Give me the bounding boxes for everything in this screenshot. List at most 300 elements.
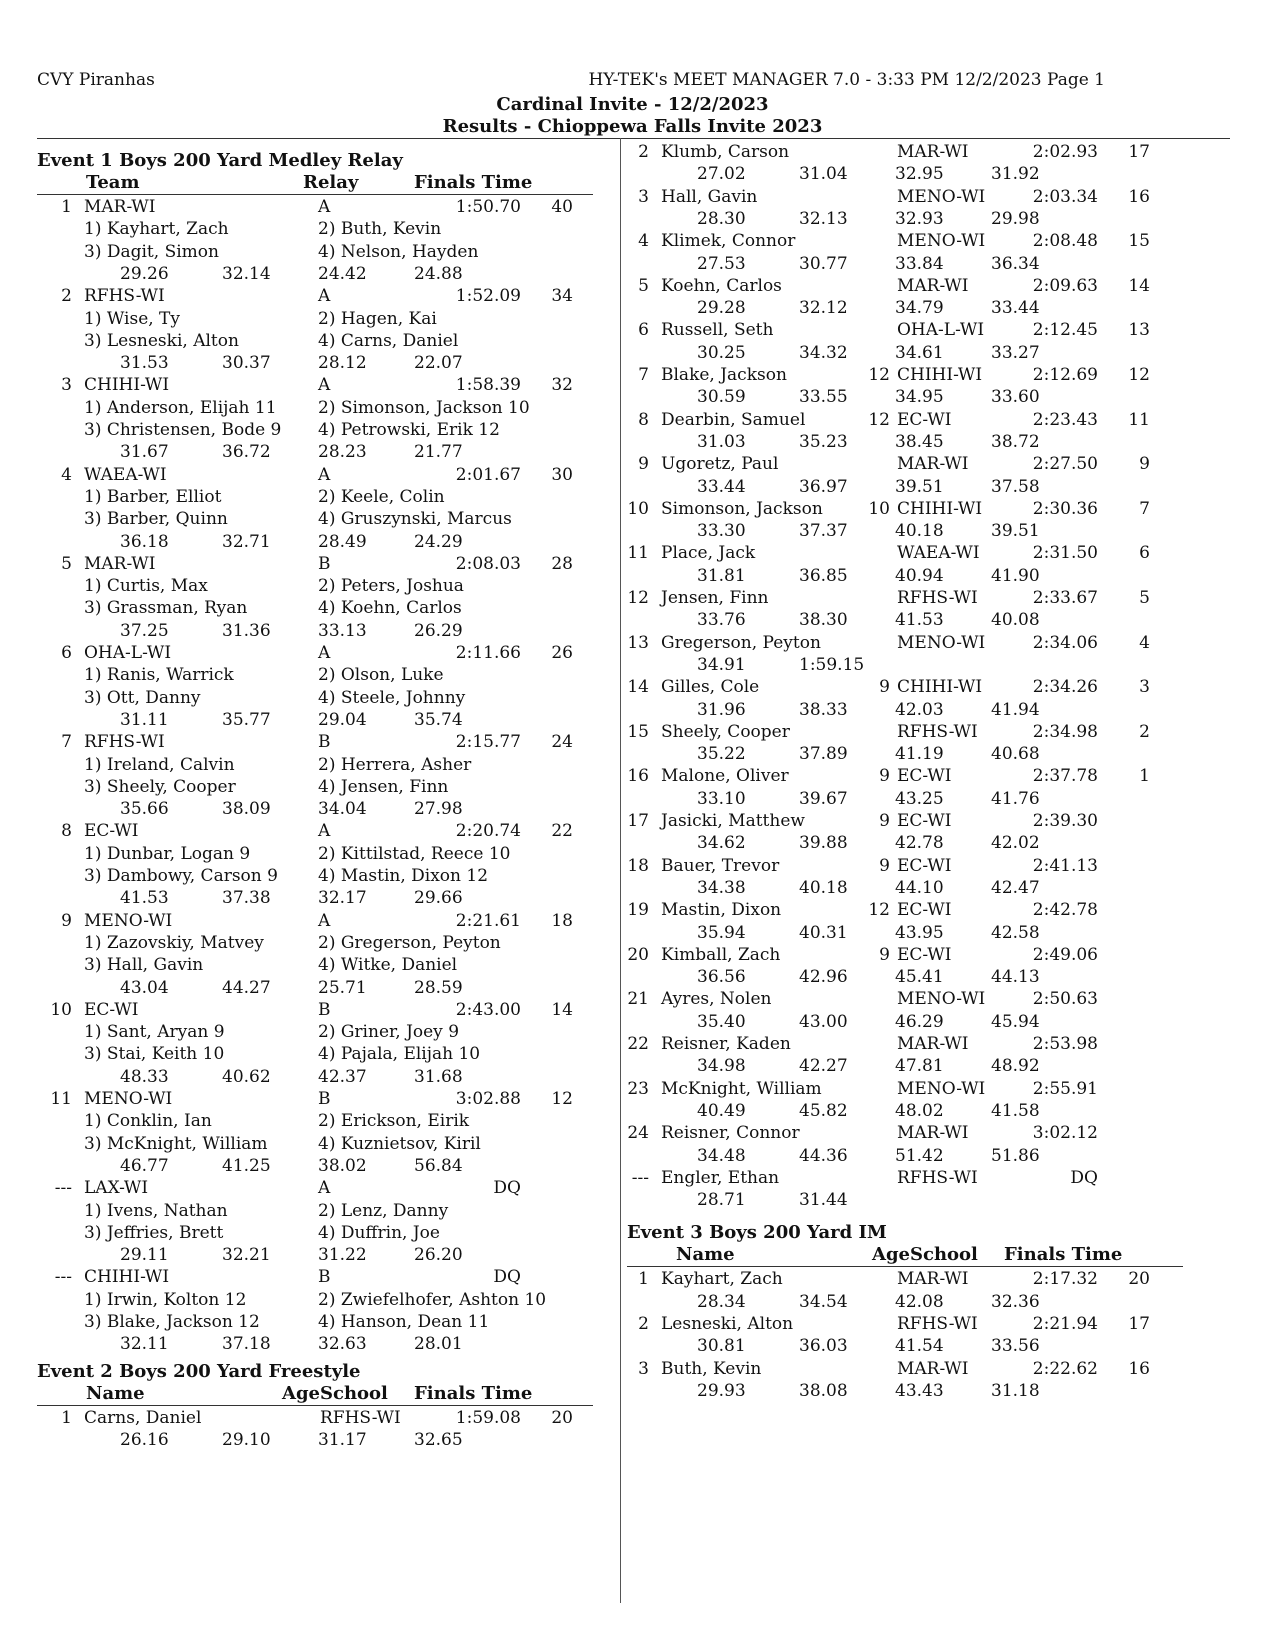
place: 5 <box>61 553 72 574</box>
split-time: 34.62 <box>697 833 746 854</box>
split-time: 37.37 <box>799 521 848 542</box>
swimmer-age: 12 <box>868 365 890 385</box>
split-time: 36.18 <box>120 531 169 552</box>
split-time: 31.11 <box>120 709 169 730</box>
place: 9 <box>638 454 649 475</box>
place: 1 <box>61 1407 72 1428</box>
place: 14 <box>627 677 649 698</box>
finals-time: 2:09.63 <box>1032 275 1098 296</box>
team-name: CHIHI-WI <box>84 1267 170 1288</box>
split-time: 33.10 <box>697 788 746 809</box>
split-time: 34.48 <box>697 1145 746 1166</box>
relay-swimmer: 4) Pajala, Elijah 10 <box>318 1044 481 1065</box>
points: 7 <box>1139 498 1150 519</box>
event-title: Event 3 Boys 200 Yard IM <box>627 1222 887 1244</box>
relay-swimmer: 2) Buth, Kevin <box>318 219 442 240</box>
relay-swimmer: 1) Dunbar, Logan 9 <box>84 843 251 864</box>
relay-swimmer: 2) Gregerson, Peyton <box>318 932 501 953</box>
swimmer-name: Gregerson, Peyton <box>661 632 821 653</box>
split-time: 29.10 <box>222 1429 271 1450</box>
finals-time: 2:15.77 <box>455 732 521 753</box>
place: 4 <box>61 464 72 485</box>
relay-swimmer: 2) Kittilstad, Reece 10 <box>318 843 511 864</box>
split-time: 34.91 <box>697 654 746 675</box>
finals-time: 2:50.63 <box>1032 989 1098 1010</box>
split-time: 28.71 <box>697 1190 746 1211</box>
split-time: 39.67 <box>799 788 848 809</box>
column-header-name: Name <box>676 1244 735 1266</box>
page-title: Cardinal Invite - 12/2/2023 <box>496 94 769 115</box>
school: MENO-WI <box>897 632 986 653</box>
relay-swimmer: 3) Ott, Danny <box>84 687 201 708</box>
swimmer-name: Simonson, Jackson <box>661 498 823 519</box>
school: MAR-WI <box>897 454 969 475</box>
team-name: WAEA-WI <box>84 464 167 485</box>
split-time: 28.34 <box>697 1291 746 1312</box>
school: MENO-WI <box>897 989 986 1010</box>
points: 6 <box>1139 543 1150 564</box>
relay-letter: B <box>318 1089 331 1109</box>
split-time: 31.36 <box>222 620 271 641</box>
split-time: 31.18 <box>991 1380 1040 1401</box>
split-time: 42.96 <box>799 967 848 988</box>
school: MAR-WI <box>897 1269 969 1290</box>
swimmer-name: Reisner, Connor <box>661 1123 800 1144</box>
split-time: 41.25 <box>222 1155 271 1176</box>
split-time: 45.82 <box>799 1100 848 1121</box>
swimmer-age: 9 <box>879 811 890 831</box>
relay-swimmer: 2) Griner, Joey 9 <box>318 1022 460 1043</box>
split-time: 30.81 <box>697 1336 746 1357</box>
finals-time: DQ <box>1070 1167 1098 1188</box>
points: 17 <box>1128 1314 1150 1334</box>
place: 17 <box>627 811 649 831</box>
split-time: 40.68 <box>991 744 1040 765</box>
finals-time: 2:08.03 <box>455 553 521 574</box>
finals-time: 1:58.39 <box>455 375 521 396</box>
split-time: 31.03 <box>697 431 746 452</box>
split-time: 32.14 <box>222 263 271 284</box>
split-time: 26.20 <box>414 1245 463 1266</box>
finals-time: 2:34.98 <box>1032 721 1098 742</box>
relay-letter: A <box>318 643 331 663</box>
relay-swimmer: 1) Ireland, Calvin <box>84 754 235 775</box>
split-time: 43.25 <box>895 788 944 809</box>
relay-letter: A <box>318 910 331 931</box>
relay-swimmer: 2) Peters, Joshua <box>318 576 464 597</box>
split-time: 40.18 <box>895 521 944 542</box>
finals-time: 2:03.34 <box>1032 186 1098 207</box>
place: --- <box>54 1267 72 1288</box>
relay-swimmer: 2) Herrera, Asher <box>318 754 472 775</box>
points: 32 <box>551 375 573 396</box>
relay-swimmer: 2) Zwiefelhofer, Ashton 10 <box>318 1289 547 1310</box>
split-time: 41.58 <box>991 1100 1040 1121</box>
points: 17 <box>1128 142 1150 162</box>
relay-letter: A <box>318 375 331 396</box>
relay-swimmer: 3) Lesneski, Alton <box>84 330 239 351</box>
place: --- <box>631 1167 649 1188</box>
points: 14 <box>1128 275 1150 296</box>
points: 40 <box>551 197 573 217</box>
split-time: 37.38 <box>222 888 271 909</box>
split-time: 42.02 <box>991 833 1040 854</box>
school: CHIHI-WI <box>897 498 983 519</box>
points: 3 <box>1139 677 1150 698</box>
swimmer-name: Bauer, Trevor <box>661 855 780 876</box>
split-time: 48.92 <box>991 1056 1040 1077</box>
team-name: EC-WI <box>84 821 139 842</box>
relay-swimmer: 2) Lenz, Danny <box>318 1200 449 1221</box>
split-time: 40.49 <box>697 1100 746 1121</box>
split-time: 28.23 <box>318 442 367 463</box>
relay-letter: B <box>318 732 331 753</box>
points: 24 <box>551 732 573 753</box>
split-time: 35.40 <box>697 1011 746 1032</box>
split-time: 32.93 <box>895 208 944 229</box>
place: 22 <box>627 1034 649 1054</box>
split-time: 31.22 <box>318 1245 367 1266</box>
split-time: 31.67 <box>120 442 169 463</box>
split-time: 34.95 <box>895 387 944 408</box>
relay-swimmer: 3) Stai, Keith 10 <box>84 1044 225 1065</box>
school: RFHS-WI <box>897 1167 978 1188</box>
split-time: 27.98 <box>414 799 463 820</box>
relay-swimmer: 1) Anderson, Elijah 11 <box>84 397 277 418</box>
school: RFHS-WI <box>897 1314 978 1334</box>
school: MAR-WI <box>897 142 969 162</box>
place: 8 <box>61 821 72 842</box>
place: 16 <box>627 766 649 787</box>
swimmer-name: Lesneski, Alton <box>661 1314 794 1334</box>
school: MENO-WI <box>897 186 986 207</box>
split-time: 33.44 <box>697 476 746 497</box>
points: 20 <box>1128 1269 1150 1290</box>
split-time: 28.30 <box>697 208 746 229</box>
place: 4 <box>638 231 649 252</box>
finals-time: 2:23.43 <box>1032 409 1098 430</box>
swimmer-age: 9 <box>879 677 890 698</box>
finals-time: 2:22.62 <box>1032 1358 1098 1379</box>
place: 1 <box>61 197 72 217</box>
split-time: 24.42 <box>318 263 367 284</box>
split-time: 32.21 <box>222 1245 271 1266</box>
points: 13 <box>1128 320 1150 341</box>
place: 24 <box>627 1123 649 1144</box>
school: EC-WI <box>897 900 952 921</box>
split-time: 43.04 <box>120 977 169 998</box>
relay-swimmer: 3) Christensen, Bode 9 <box>84 420 282 440</box>
points: 28 <box>551 553 573 574</box>
points: 34 <box>551 286 573 307</box>
place: 11 <box>627 543 649 564</box>
split-time: 45.94 <box>991 1011 1040 1032</box>
split-time: 41.94 <box>991 699 1040 720</box>
column-header-relay: Relay <box>303 172 359 193</box>
relay-swimmer: 2) Erickson, Eirik <box>318 1111 470 1132</box>
relay-swimmer: 3) Dagit, Simon <box>84 241 219 262</box>
finals-time: 2:21.94 <box>1032 1314 1098 1334</box>
school: MENO-WI <box>897 231 986 252</box>
split-time: 31.68 <box>414 1066 463 1087</box>
column-header-ageschool: AgeSchool <box>282 1382 388 1404</box>
relay-swimmer: 4) Gruszynski, Marcus <box>318 509 512 530</box>
split-time: 31.53 <box>120 353 169 374</box>
split-time: 43.00 <box>799 1011 848 1032</box>
split-time: 35.77 <box>222 709 271 730</box>
split-time: 46.29 <box>895 1011 944 1032</box>
split-time: 33.13 <box>318 620 367 641</box>
place: 12 <box>627 588 649 608</box>
relay-swimmer: 4) Hanson, Dean 11 <box>318 1312 490 1332</box>
split-time: 44.36 <box>799 1145 848 1166</box>
relay-swimmer: 4) Duffrin, Joe <box>318 1222 440 1243</box>
relay-letter: B <box>318 553 331 574</box>
place: 15 <box>627 721 649 742</box>
page-header-left: CVY Piranhas <box>37 70 155 90</box>
split-time: 41.53 <box>895 610 944 631</box>
split-time: 34.61 <box>895 342 944 363</box>
split-time: 34.98 <box>697 1056 746 1077</box>
finals-time: 2:34.26 <box>1032 677 1098 698</box>
split-time: 34.79 <box>895 298 944 319</box>
place: 7 <box>638 365 649 385</box>
split-time: 36.56 <box>697 967 746 988</box>
school: RFHS-WI <box>897 721 978 742</box>
team-name: MAR-WI <box>84 553 156 574</box>
relay-swimmer: 1) Zazovskiy, Matvey <box>84 932 264 953</box>
split-time: 36.34 <box>991 253 1040 274</box>
split-time: 32.13 <box>799 208 848 229</box>
finals-time: 2:49.06 <box>1032 944 1098 965</box>
points: 26 <box>551 643 573 663</box>
split-time: 31.92 <box>991 164 1040 185</box>
split-time: 42.47 <box>991 877 1040 898</box>
points: 30 <box>551 464 573 485</box>
split-time: 37.18 <box>222 1334 271 1355</box>
split-time: 56.84 <box>414 1155 463 1176</box>
place: 2 <box>61 286 72 307</box>
split-time: 38.09 <box>222 799 271 820</box>
relay-swimmer: 3) Barber, Quinn <box>84 509 228 530</box>
split-time: 37.89 <box>799 744 848 765</box>
split-time: 42.27 <box>799 1056 848 1077</box>
relay-swimmer: 2) Hagen, Kai <box>318 308 437 329</box>
swimmer-age: 9 <box>879 855 890 876</box>
relay-swimmer: 1) Barber, Elliot <box>84 486 222 507</box>
relay-swimmer: 3) Hall, Gavin <box>84 955 204 976</box>
school: RFHS-WI <box>897 588 978 608</box>
relay-swimmer: 4) Koehn, Carlos <box>318 598 462 619</box>
team-name: MENO-WI <box>84 1089 173 1109</box>
event-title: Event 2 Boys 200 Yard Freestyle <box>37 1360 361 1382</box>
relay-swimmer: 1) Sant, Aryan 9 <box>84 1022 225 1043</box>
split-time: 37.25 <box>120 620 169 641</box>
relay-swimmer: 1) Kayhart, Zach <box>84 219 229 240</box>
swimmer-name: Jasicki, Matthew <box>661 811 805 831</box>
relay-swimmer: 1) Irwin, Kolton 12 <box>84 1289 247 1310</box>
split-time: 38.02 <box>318 1155 367 1176</box>
place: 20 <box>627 944 649 965</box>
split-time: 42.78 <box>895 833 944 854</box>
split-time: 38.72 <box>991 431 1040 452</box>
column-header-finals-time: Finals Time <box>414 1382 533 1404</box>
relay-swimmer: 4) Jensen, Finn <box>318 776 449 797</box>
swimmer-age: 9 <box>879 766 890 787</box>
finals-time: 2:12.45 <box>1032 320 1098 341</box>
split-time: 31.81 <box>697 565 746 586</box>
finals-time: 1:59.08 <box>455 1407 521 1428</box>
points: 1 <box>1139 766 1150 787</box>
split-time: 40.94 <box>895 565 944 586</box>
finals-time: 2:30.36 <box>1032 498 1098 519</box>
split-time: 33.30 <box>697 521 746 542</box>
school: EC-WI <box>897 766 952 787</box>
split-time: 51.86 <box>991 1145 1040 1166</box>
finals-time: DQ <box>493 1267 521 1288</box>
split-time: 48.33 <box>120 1066 169 1087</box>
place: 13 <box>627 632 649 653</box>
split-time: 40.08 <box>991 610 1040 631</box>
split-time: 33.55 <box>799 387 848 408</box>
split-time: 41.54 <box>895 1336 944 1357</box>
team-name: LAX-WI <box>84 1178 149 1199</box>
split-time: 32.63 <box>318 1334 367 1355</box>
school: EC-WI <box>897 811 952 831</box>
split-time: 22.07 <box>414 353 463 374</box>
swimmer-name: Gilles, Cole <box>661 677 760 698</box>
school: WAEA-WI <box>897 543 980 564</box>
place: 3 <box>638 186 649 207</box>
split-time: 32.36 <box>991 1291 1040 1312</box>
page-subtitle: Results - Chioppewa Falls Invite 2023 <box>442 116 823 137</box>
split-time: 42.03 <box>895 699 944 720</box>
column-header-ageschool: AgeSchool <box>872 1244 978 1266</box>
split-time: 45.41 <box>895 967 944 988</box>
place: 7 <box>61 732 72 753</box>
split-time: 33.56 <box>991 1336 1040 1357</box>
split-time: 38.45 <box>895 431 944 452</box>
split-time: 47.81 <box>895 1056 944 1077</box>
relay-swimmer: 1) Ranis, Warrick <box>84 665 234 686</box>
team-name: MAR-WI <box>84 197 156 217</box>
split-time: 28.59 <box>414 977 463 998</box>
split-time: 30.37 <box>222 353 271 374</box>
split-time: 39.88 <box>799 833 848 854</box>
points: 5 <box>1139 588 1150 608</box>
place: 11 <box>50 1089 72 1109</box>
team-name: CHIHI-WI <box>84 375 170 396</box>
finals-time: 2:31.50 <box>1032 543 1098 564</box>
place: --- <box>54 1178 72 1199</box>
page-header-right: HY-TEK's MEET MANAGER 7.0 - 3:33 PM 12/2/2023 Page 1 <box>588 70 1105 90</box>
swimmer-name: Klumb, Carson <box>661 142 790 162</box>
split-time: 29.66 <box>414 888 463 909</box>
split-time: 34.04 <box>318 799 367 820</box>
relay-swimmer: 4) Mastin, Dixon 12 <box>318 866 489 886</box>
column-header-finals-time: Finals Time <box>1004 1244 1123 1266</box>
relay-swimmer: 1) Conklin, Ian <box>84 1111 212 1132</box>
team-name: EC-WI <box>84 999 139 1020</box>
points: 16 <box>1128 186 1150 207</box>
relay-swimmer: 2) Keele, Colin <box>318 486 445 507</box>
swimmer-name: Mastin, Dixon <box>661 900 782 921</box>
split-time: 24.29 <box>414 531 463 552</box>
split-time: 26.29 <box>414 620 463 641</box>
swimmer-name: Engler, Ethan <box>661 1167 780 1188</box>
split-time: 1:59.15 <box>799 654 865 675</box>
split-time: 35.23 <box>799 431 848 452</box>
place: 6 <box>61 643 72 663</box>
finals-time: 2:12.69 <box>1032 365 1098 385</box>
column-header-team: Team <box>86 172 140 193</box>
place: 8 <box>638 409 649 430</box>
place: 19 <box>627 900 649 921</box>
split-time: 30.25 <box>697 342 746 363</box>
finals-time: DQ <box>493 1178 521 1199</box>
finals-time: 1:52.09 <box>455 286 521 307</box>
split-time: 27.02 <box>697 164 746 185</box>
swimmer-name: Koehn, Carlos <box>661 275 782 296</box>
place: 18 <box>627 855 649 876</box>
split-time: 33.60 <box>991 387 1040 408</box>
split-time: 29.11 <box>120 1245 169 1266</box>
finals-time: 2:21.61 <box>455 910 521 931</box>
split-time: 31.04 <box>799 164 848 185</box>
finals-time: 2:42.78 <box>1032 900 1098 921</box>
split-time: 32.71 <box>222 531 271 552</box>
relay-swimmer: 3) Sheely, Cooper <box>84 776 236 797</box>
finals-time: 2:43.00 <box>455 999 521 1020</box>
school: RFHS-WI <box>320 1407 401 1428</box>
finals-time: 1:50.70 <box>455 197 521 217</box>
team-name: RFHS-WI <box>84 286 165 307</box>
split-time: 34.54 <box>799 1291 848 1312</box>
swimmer-name: Carns, Daniel <box>84 1407 202 1428</box>
split-time: 35.94 <box>697 922 746 943</box>
school: EC-WI <box>897 855 952 876</box>
finals-time: 2:55.91 <box>1032 1078 1098 1099</box>
split-time: 38.33 <box>799 699 848 720</box>
split-time: 43.95 <box>895 922 944 943</box>
relay-swimmer: 3) Dambowy, Carson 9 <box>84 866 278 886</box>
split-time: 44.13 <box>991 967 1040 988</box>
split-time: 41.90 <box>991 565 1040 586</box>
swimmer-age: 12 <box>868 409 890 430</box>
column-header-name: Name <box>86 1382 145 1404</box>
place: 2 <box>638 142 649 162</box>
points: 2 <box>1139 721 1150 742</box>
points: 14 <box>551 999 573 1020</box>
split-time: 33.84 <box>895 253 944 274</box>
relay-swimmer: 4) Petrowski, Erik 12 <box>318 420 500 440</box>
school: EC-WI <box>897 944 952 965</box>
school: MENO-WI <box>897 1078 986 1099</box>
swimmer-name: Sheely, Cooper <box>661 721 790 742</box>
finals-time: 2:27.50 <box>1032 454 1098 475</box>
points: 20 <box>551 1407 573 1428</box>
swimmer-name: Blake, Jackson <box>661 365 787 385</box>
split-time: 36.03 <box>799 1336 848 1357</box>
event-title: Event 1 Boys 200 Yard Medley Relay <box>37 150 403 171</box>
points: 18 <box>551 910 573 931</box>
school: EC-WI <box>897 409 952 430</box>
split-time: 42.58 <box>991 922 1040 943</box>
finals-time: 2:01.67 <box>455 464 521 485</box>
split-time: 35.74 <box>414 709 463 730</box>
split-time: 31.17 <box>318 1429 367 1450</box>
school: MAR-WI <box>897 1123 969 1144</box>
